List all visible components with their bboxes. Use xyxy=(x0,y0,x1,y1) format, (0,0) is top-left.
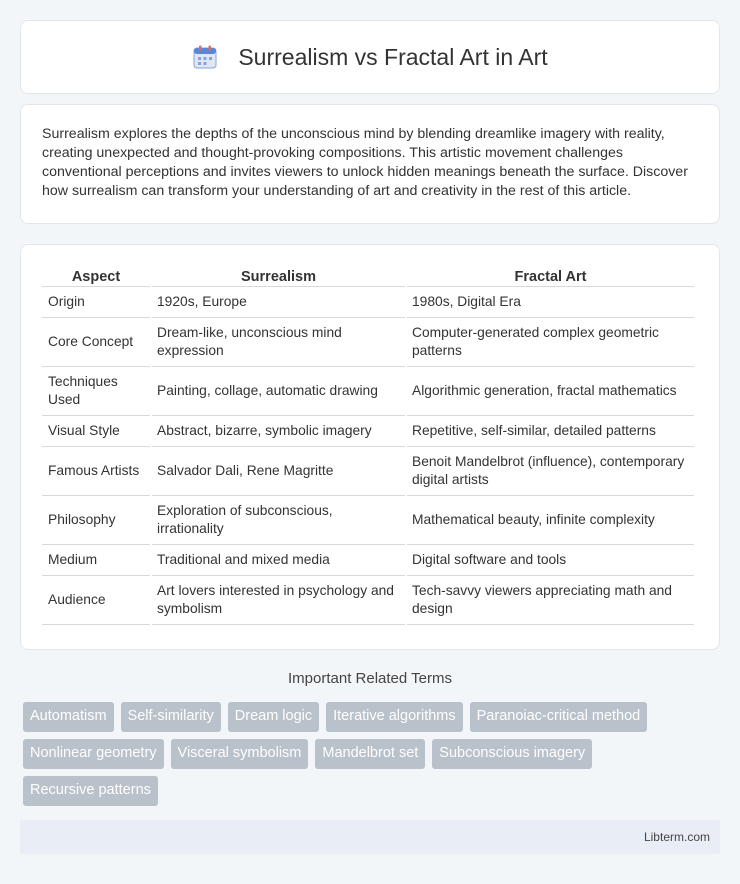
term-tag[interactable]: Dream logic xyxy=(228,702,319,732)
cell-surrealism: Traditional and mixed media xyxy=(152,545,405,576)
table-header-row xyxy=(42,265,694,287)
table-row xyxy=(42,287,694,318)
table-row xyxy=(42,416,694,447)
cell-surrealism: Art lovers interested in psychology and symbolism xyxy=(152,576,405,625)
cell-aspect: Origin xyxy=(42,287,150,318)
cell-surrealism: Exploration of subconscious, irrationality xyxy=(152,496,405,545)
cell-surrealism: Abstract, bizarre, symbolic imagery xyxy=(152,416,405,447)
footer xyxy=(20,820,720,854)
cell-surrealism: 1920s, Europe xyxy=(152,287,405,318)
cell-surrealism: Salvador Dali, Rene Magritte xyxy=(152,447,405,496)
related-terms-title: Important Related Terms xyxy=(288,670,452,687)
column-header-fractal-art: Fractal Art xyxy=(407,265,694,287)
term-tag[interactable]: Self-similarity xyxy=(121,702,221,732)
table-row xyxy=(42,367,694,416)
cell-aspect: Techniques Used xyxy=(42,367,150,416)
term-tag[interactable]: Mandelbrot set xyxy=(315,739,425,769)
cell-fractal-art: Mathematical beauty, infinite complexity xyxy=(407,496,694,545)
column-header-aspect: Aspect xyxy=(42,265,150,287)
cell-fractal-art: 1980s, Digital Era xyxy=(407,287,694,318)
table-row xyxy=(42,576,694,625)
footer-brand-link[interactable]: Libterm.com xyxy=(643,830,710,844)
cell-aspect: Core Concept xyxy=(42,318,150,367)
comparison-table xyxy=(40,265,696,625)
page-title: Surrealism vs Fractal Art in Art xyxy=(238,43,548,70)
cell-aspect: Philosophy xyxy=(42,496,150,545)
header-card xyxy=(20,20,720,94)
cell-surrealism: Dream-like, unconscious mind expression xyxy=(152,318,405,367)
term-tag[interactable]: Iterative algorithms xyxy=(326,702,463,732)
term-tag[interactable]: Recursive patterns xyxy=(23,776,158,806)
cell-fractal-art: Algorithmic generation, fractal mathematics xyxy=(407,367,694,416)
term-tag[interactable]: Paranoiac-critical method xyxy=(470,702,648,732)
cell-fractal-art: Tech-savvy viewers appreciating math and design xyxy=(407,576,694,625)
cell-fractal-art: Benoit Mandelbrot (influence), contemporary digital artists xyxy=(407,447,694,496)
table-row xyxy=(42,496,694,545)
comparison-card xyxy=(20,244,720,650)
table-row xyxy=(42,545,694,576)
term-tag[interactable]: Visceral symbolism xyxy=(171,739,309,769)
cell-aspect: Medium xyxy=(42,545,150,576)
table-row xyxy=(42,318,694,367)
cell-fractal-art: Digital software and tools xyxy=(407,545,694,576)
intro-card xyxy=(20,104,720,224)
term-tag[interactable]: Subconscious imagery xyxy=(432,739,592,769)
cell-fractal-art: Computer-generated complex geometric patterns xyxy=(407,318,694,367)
related-terms-list xyxy=(23,702,723,813)
cell-aspect: Famous Artists xyxy=(42,447,150,496)
cell-aspect: Audience xyxy=(42,576,150,625)
cell-aspect: Visual Style xyxy=(42,416,150,447)
intro-text: Surrealism explores the depths of the unconscious mind by blending dreamlike imagery with reality, creating unexpected and thought-provoking compositions. This artistic movement challenges conventional perceptions and invites viewers to unlock hidden meanings beneath the surface. Discover how surrealism can transform your understanding of art and creativity in the rest of this article. xyxy=(42,126,688,199)
term-tag[interactable]: Automatism xyxy=(23,702,114,732)
cell-surrealism: Painting, collage, automatic drawing xyxy=(152,367,405,416)
term-tag[interactable]: Nonlinear geometry xyxy=(23,739,164,769)
table-row xyxy=(42,447,694,496)
calendar-icon xyxy=(192,44,218,70)
column-header-surrealism: Surrealism xyxy=(152,265,405,287)
cell-fractal-art: Repetitive, self-similar, detailed patterns xyxy=(407,416,694,447)
